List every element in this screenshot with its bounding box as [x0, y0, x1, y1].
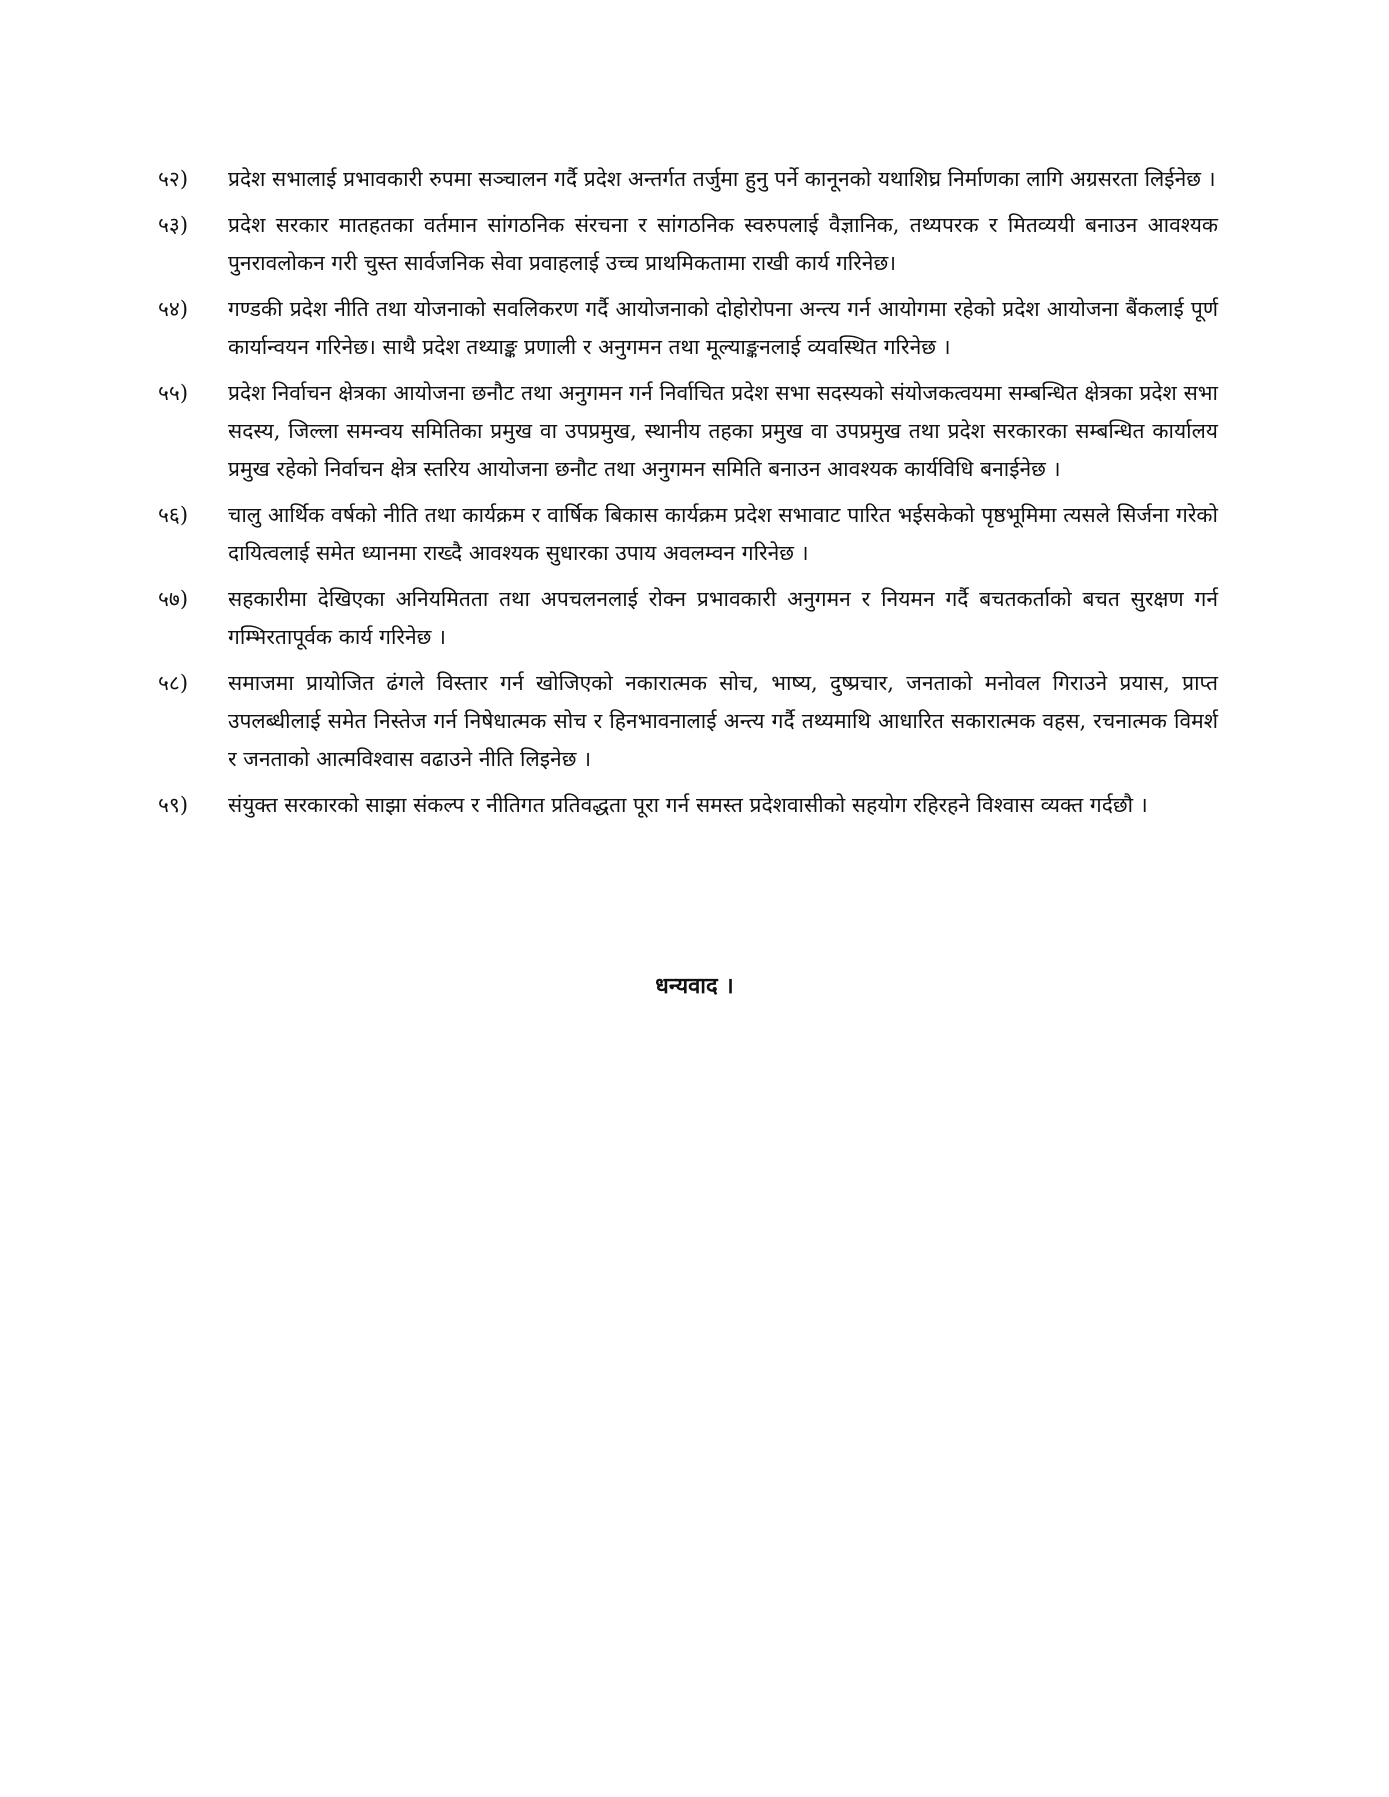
item-number: ५२): [158, 167, 189, 191]
item-number: ५९): [158, 793, 189, 817]
item-text: चालु आर्थिक वर्षको नीति तथा कार्यक्रम र वार्षिक बिकास कार्यक्रम प्रदेश सभावाट पारित भईसकेको पृष्ठभूमिमा त्यसले सिर्जना गरेको दायित्वलाई समेत ध्यानमा राख्दै आवश्यक सुधारका उपाय अवलम्वन गरिनेछ ।: [228, 503, 1218, 565]
list-item: [158, 374, 1218, 488]
list-item: [158, 206, 1218, 282]
item-text: प्रदेश निर्वाचन क्षेत्रका आयोजना छनौट तथा अनुगमन गर्न निर्वाचित प्रदेश सभा सदस्यको संयोजकत्वयमा सम्बन्धित क्षेत्रका प्रदेश सभा सदस्य, जिल्ला समन्वय समितिका प्रमुख वा उपप्रमुख, स्थानीय तहका प्रमुख वा उपप्रमुख तथा प्रदेश सरकारका सम्बन्धित कार्यालय प्रमुख रहेको निर्वाचन क्षेत्र स्तरिय आयोजना छनौट तथा अनुगमन समिति बनाउन आवश्यक कार्यविधि बनाईनेछ ।: [228, 381, 1218, 481]
item-text: सहकारीमा देखिएका अनियमितता तथा अपचलनलाई रोक्न प्रभावकारी अनुगमन र नियमन गर्दै बचतकर्ताको बचत सुरक्षण गर्न गम्भिरतापूर्वक कार्य गरिनेछ ।: [228, 587, 1218, 649]
list-item: [158, 160, 1218, 198]
item-text: समाजमा प्रायोजित ढंगले विस्तार गर्न खोजिएको नकारात्मक सोच, भाष्य, दुष्प्रचार, जनताको मनोवल गिराउने प्रयास, प्राप्त उपलब्धीलाई समेत निस्तेज गर्न निषेधात्मक सोच र हिनभावनालाई अन्त्य गर्दै तथ्यमाथि आधारित सकारात्मक वहस, रचनात्मक विमर्श र जनताको आत्मविश्वास वढाउने नीति लिइनेछ ।: [228, 671, 1218, 771]
list-item: [158, 786, 1218, 824]
item-number: ५५): [158, 381, 189, 405]
list-item: [158, 580, 1218, 656]
item-text: गण्डकी प्रदेश नीति तथा योजनाको सवलिकरण गर्दै आयोजनाको दोहोरोपना अन्त्य गर्न आयोगमा रहेको प्रदेश आयोजना बैंकलाई पूर्ण कार्यान्वयन गरिनेछ। साथै प्रदेश तथ्याङ्क प्रणाली र अनुगमन तथा मूल्याङ्कनलाई व्यवस्थित गरिनेछ ।: [228, 297, 1218, 359]
item-text: प्रदेश सरकार मातहतका वर्तमान सांगठनिक संरचना र सांगठनिक स्वरुपलाई वैज्ञानिक, तथ्यपरक र मितव्ययी बनाउन आवश्यक पुनरावलोकन गरी चुस्त सार्वजनिक सेवा प्रवाहलाई उच्च प्राथमिकतामा राखी कार्य गरिनेछ।: [228, 213, 1218, 275]
list-item: [158, 664, 1218, 778]
list-item: [158, 496, 1218, 572]
policy-list: [158, 160, 1218, 832]
item-number: ५६): [158, 503, 189, 527]
list-item: [158, 290, 1218, 366]
item-number: ५४): [158, 297, 189, 321]
item-text: संयुक्त सरकारको साझा संकल्प र नीतिगत प्रतिवद्धता पूरा गर्न समस्त प्रदेशवासीको सहयोग रहिरहने विश्वास व्यक्त गर्दछौ ।: [228, 793, 1148, 817]
closing-thanks: धन्यवाद ।: [655, 973, 734, 999]
item-number: ५८): [158, 671, 189, 695]
item-number: ५७): [158, 587, 189, 611]
item-number: ५३): [158, 213, 189, 237]
item-text: प्रदेश सभालाई प्रभावकारी रुपमा सञ्चालन गर्दै प्रदेश अन्तर्गत तर्जुमा हुनु पर्ने कानूनको यथाशिघ्र निर्माणका लागि अग्रसरता लिईनेछ ।: [228, 167, 1216, 191]
